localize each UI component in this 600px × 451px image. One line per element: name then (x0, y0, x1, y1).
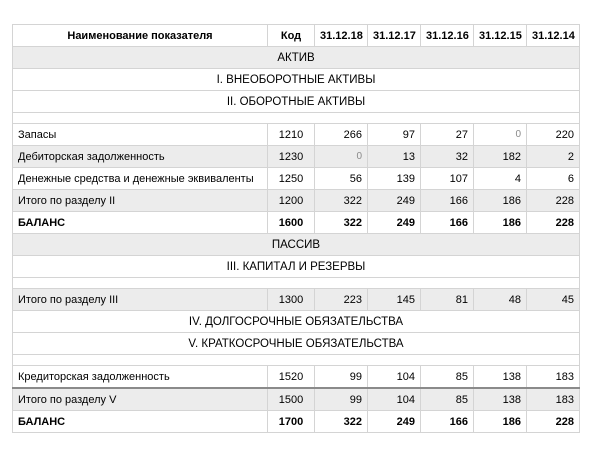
row-value: 2 (527, 146, 580, 168)
section-passiv: ПАССИВ (13, 234, 580, 256)
table-row (13, 190, 580, 212)
row-value: 6 (527, 168, 580, 190)
row-value: 183 (527, 388, 580, 411)
row-value: 249 (368, 411, 421, 433)
section-row (13, 69, 580, 91)
row-code: 1500 (268, 388, 315, 411)
row-value: 4 (474, 168, 527, 190)
row-name: Кредиторская задолженность (13, 366, 268, 389)
section-vneoborotnye: I. ВНЕОБОРОТНЫЕ АКТИВЫ (13, 69, 580, 91)
section-row (13, 311, 580, 333)
spacer-row (13, 113, 580, 124)
row-value: 249 (368, 212, 421, 234)
row-value: 104 (368, 388, 421, 411)
row-code: 1200 (268, 190, 315, 212)
row-value: 0 (315, 146, 368, 168)
header-code: Код (268, 25, 315, 47)
section-row (13, 333, 580, 355)
row-value: 220 (527, 124, 580, 146)
row-code: 1210 (268, 124, 315, 146)
row-value: 99 (315, 366, 368, 389)
row-code: 1250 (268, 168, 315, 190)
row-value: 186 (474, 212, 527, 234)
row-value: 104 (368, 366, 421, 389)
row-name: БАЛАНС (13, 411, 268, 433)
row-value: 0 (474, 124, 527, 146)
row-value: 166 (421, 212, 474, 234)
row-code: 1230 (268, 146, 315, 168)
row-value: 228 (527, 212, 580, 234)
row-name: Итого по разделу II (13, 190, 268, 212)
row-name: БАЛАНС (13, 212, 268, 234)
row-value: 27 (421, 124, 474, 146)
row-value: 228 (527, 190, 580, 212)
row-value: 13 (368, 146, 421, 168)
section-row (13, 256, 580, 278)
row-value: 145 (368, 289, 421, 311)
table-row (13, 124, 580, 146)
row-value: 32 (421, 146, 474, 168)
table-row (13, 212, 580, 234)
header-year: 31.12.15 (474, 25, 527, 47)
row-value: 85 (421, 366, 474, 389)
row-value: 139 (368, 168, 421, 190)
table-row (13, 388, 580, 411)
header-year: 31.12.17 (368, 25, 421, 47)
section-dolgosrochnye: IV. ДОЛГОСРОЧНЫЕ ОБЯЗАТЕЛЬСТВА (13, 311, 580, 333)
section-kratkosrochnye: V. КРАТКОСРОЧНЫЕ ОБЯЗАТЕЛЬСТВА (13, 333, 580, 355)
row-value: 223 (315, 289, 368, 311)
row-value: 322 (315, 411, 368, 433)
header-year: 31.12.18 (315, 25, 368, 47)
table-row (13, 289, 580, 311)
row-value: 85 (421, 388, 474, 411)
table-row (13, 146, 580, 168)
section-row (13, 234, 580, 256)
row-value: 186 (474, 190, 527, 212)
header-name: Наименование показателя (13, 25, 268, 47)
row-value: 266 (315, 124, 368, 146)
header-row (13, 25, 580, 47)
row-value: 182 (474, 146, 527, 168)
row-code: 1600 (268, 212, 315, 234)
row-value: 138 (474, 366, 527, 389)
spacer-row (13, 355, 580, 366)
header-year: 31.12.16 (421, 25, 474, 47)
section-row (13, 47, 580, 69)
section-kapital: III. КАПИТАЛ И РЕЗЕРВЫ (13, 256, 580, 278)
row-value: 81 (421, 289, 474, 311)
row-name: Дебиторская задолженность (13, 146, 268, 168)
row-value: 322 (315, 212, 368, 234)
row-value: 45 (527, 289, 580, 311)
row-code: 1700 (268, 411, 315, 433)
row-value: 48 (474, 289, 527, 311)
row-name: Запасы (13, 124, 268, 146)
table-row (13, 366, 580, 389)
row-name: Итого по разделу V (13, 388, 268, 411)
balance-sheet-table (12, 24, 580, 433)
row-value: 183 (527, 366, 580, 389)
row-value: 99 (315, 388, 368, 411)
table-row (13, 411, 580, 433)
row-name: Итого по разделу III (13, 289, 268, 311)
row-value: 166 (421, 411, 474, 433)
spacer-row (13, 278, 580, 289)
row-value: 97 (368, 124, 421, 146)
row-code: 1300 (268, 289, 315, 311)
section-row (13, 91, 580, 113)
table-row (13, 168, 580, 190)
row-name: Денежные средства и денежные эквиваленты (13, 168, 268, 190)
section-oborotnye: II. ОБОРОТНЫЕ АКТИВЫ (13, 91, 580, 113)
row-code: 1520 (268, 366, 315, 389)
row-value: 138 (474, 388, 527, 411)
section-aktiv: АКТИВ (13, 47, 580, 69)
row-value: 56 (315, 168, 368, 190)
row-value: 322 (315, 190, 368, 212)
row-value: 249 (368, 190, 421, 212)
row-value: 228 (527, 411, 580, 433)
row-value: 107 (421, 168, 474, 190)
row-value: 186 (474, 411, 527, 433)
header-year: 31.12.14 (527, 25, 580, 47)
row-value: 166 (421, 190, 474, 212)
